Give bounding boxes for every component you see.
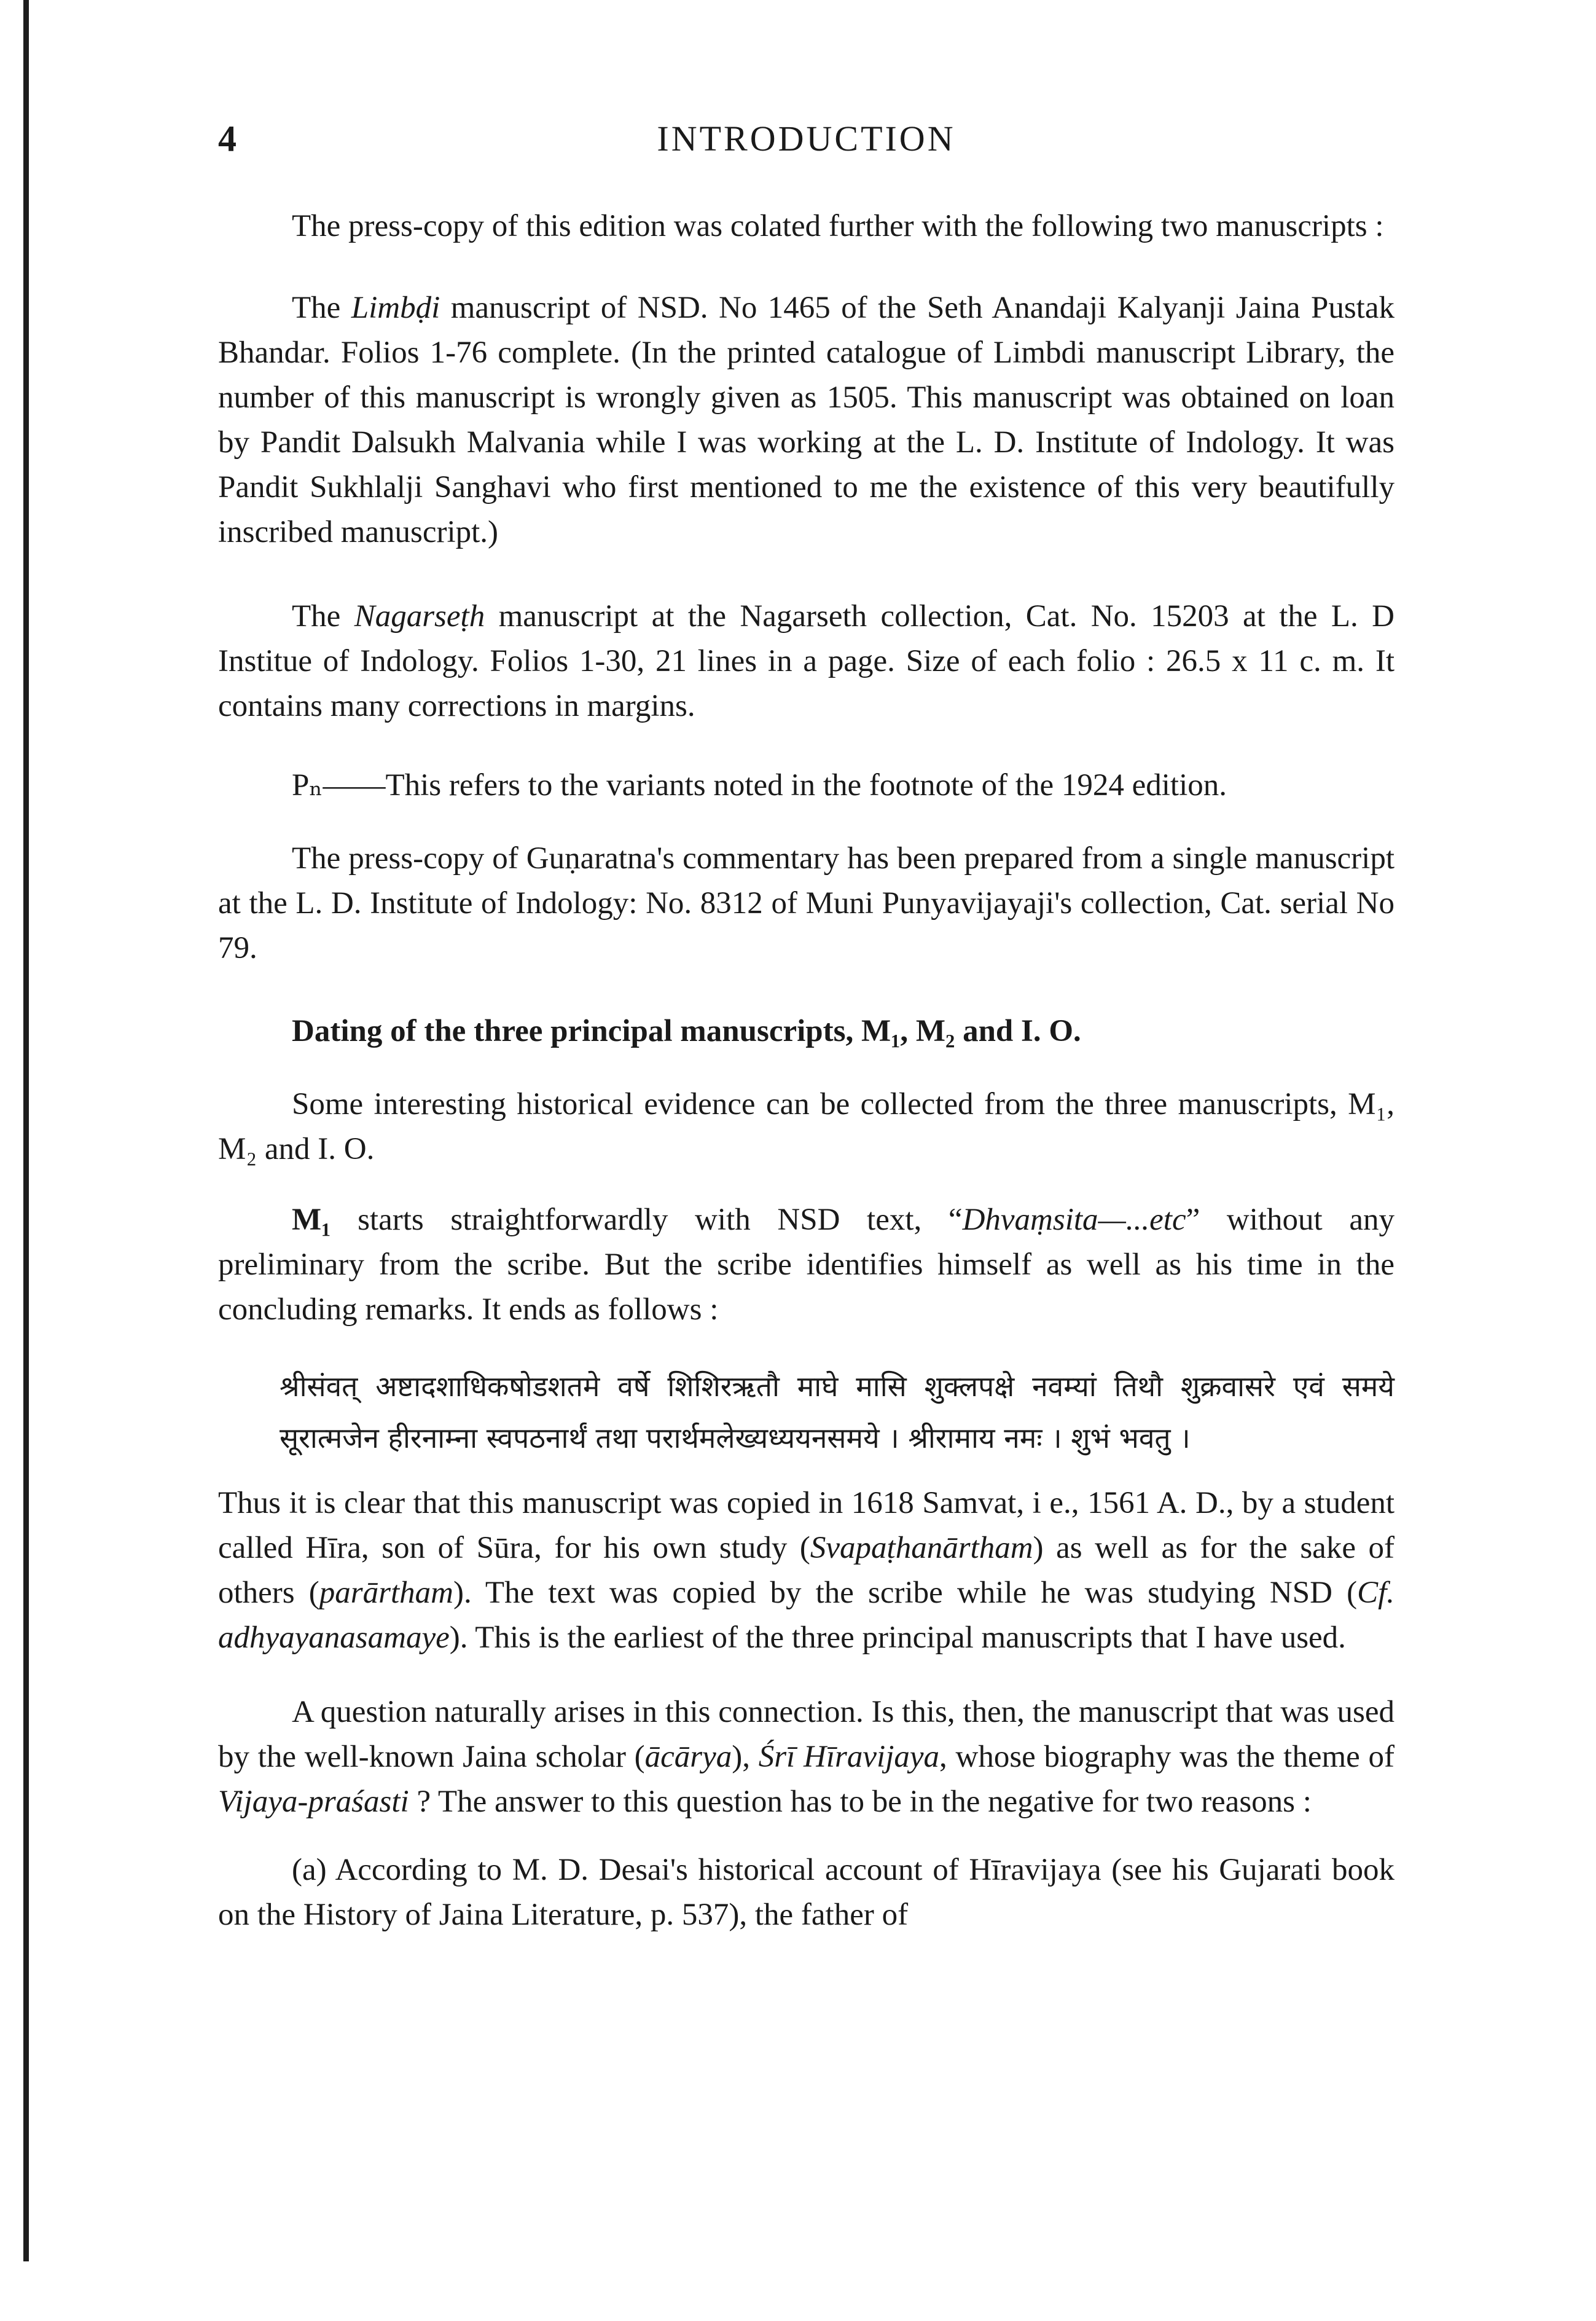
manuscript-name-nagarseth: Nagarseṭh [354,599,485,634]
paragraph-reason-a [218,1848,1395,1938]
paragraph-text: The [292,291,351,325]
paragraph-question [218,1690,1395,1824]
paragraph-nagarseth [218,594,1395,729]
paragraph-text: manuscript at the Nagarseth collection, Cat. No. 15203 at the L. D Institue of Indology. Folios 1-30, 21 lines in a page. Size of each folio : 26.5 x 11 c. m. It contains many corrections in margins. [218,599,1395,723]
sanskrit-colophon: श्रीसंवत् अष्टादशाधिकषोडशतमे वर्षे शिशिरऋतौ माघे मासि शुक्लपक्षे नवम्यां तिथौ शुक्रवासरे एवं समये सूरात्मजेन हीरनाम्ना स्वपठनार्थं तथा परार्थमलेख्यध्ययनसमये । श्रीरामाय नमः । शुभं भवतु । [280,1370,1395,1455]
paragraph-text: Some interesting historical evidence can be collected from the three manuscripts, M₁, M₂ and I. O. [218,1087,1395,1166]
italic-term: Svapaṭhanārtham [810,1531,1033,1565]
section-heading-text: Dating of the three principal manuscripts, M₁, M₂ and I. O. [292,1014,1081,1048]
page-number: 4 [218,119,237,159]
italic-term: Vijaya-praśasti [218,1785,409,1819]
paragraph-text: (a) According to M. D. Desai's historical account of Hīravijaya (see his Gujarati book on the History of Jaina Literature, p. 537), the father of [218,1853,1395,1932]
page-binding-edge [23,0,29,2261]
paragraph-text: ), [732,1740,759,1774]
manuscript-name-limbdi: Limbḍi [351,291,440,325]
paragraph-text: Thus it is clear that this manuscript was copied in 1618 Samvat, i e., 1561 A. D., by a student called Hīra, son of Sūra, for his own study ( [218,1486,1395,1565]
paragraph-text: ). This is the earliest of the three principal manuscripts that I have used. [449,1620,1346,1655]
page-header [218,104,1395,172]
paragraph-dating-conclusion [218,1481,1395,1660]
paragraph-m1 [218,1198,1395,1332]
italic-term: ācārya [644,1740,732,1774]
book-page [218,104,1395,1938]
paragraph-text: ) as well as for the sake of others ( [218,1531,1395,1610]
paragraph-text: A question naturally arises in this connection. Is this, then, the manuscript that was used by the well-known Jaina scholar ( [218,1695,1395,1774]
paragraph-press-copy [218,204,1395,249]
paragraph-text: The press-copy of this edition was colated further with the following two manuscripts : [292,209,1384,243]
siglum-pn: Pₙ [292,768,323,803]
paragraph-text: ” without any preliminary from the scribe. But the scribe identifies himself as well as his time in the concluding remarks. It ends as follows : [218,1203,1395,1327]
italic-term: Śrī Hīravijaya [758,1740,939,1774]
paragraph-text: manuscript of NSD. No 1465 of the Seth Anandaji Kalyanji Jaina Pustak Bhandar. Folios 1-76 complete. (In the printed catalogue of Limbdi manuscript Library, the number of this manuscript is wrongly given as 1505. This manuscript was obtained on loan by Pandit Dalsukh Malvania while I was working at the L. D. Institute of Indology. It was Pandit Sukhlalji Sanghavi who first mentioned to me the existence of this very beautifully inscribed manuscript.) [218,291,1395,549]
paragraph-gunaratna [218,836,1395,971]
paragraph-text: ? The answer to this question has to be in the negative for two reasons : [409,1785,1312,1819]
siglum-m1: M₁ [292,1203,331,1237]
italic-term: Cf. adhyayanasamaye [218,1576,1395,1655]
paragraph-pn-variants [218,763,1395,808]
paragraph-text: The [292,599,354,634]
quoted-text: Dhvaṃsita—...etc [962,1203,1186,1237]
paragraph-historical-evidence [218,1082,1395,1172]
running-title: INTRODUCTION [657,119,956,159]
paragraph-text: starts straightforwardly with NSD text, “ [331,1203,963,1237]
italic-term: parārtham [319,1576,453,1610]
paragraph-text: ). The text was copied by the scribe while he was studying NSD ( [453,1576,1358,1610]
section-heading [218,1009,1395,1054]
paragraph-text: The press-copy of Guṇaratna's commentary has been prepared from a single manuscript at the L. D. Institute of Indology: No. 8312 of Muni Punyavijayaji's collection, Cat. serial No 79. [218,841,1395,965]
paragraph-limbdi [218,286,1395,555]
paragraph-text: , whose biography was the theme of [939,1740,1395,1774]
paragraph-text: ——This refers to the variants noted in the footnote of the 1924 edition. [323,768,1227,803]
